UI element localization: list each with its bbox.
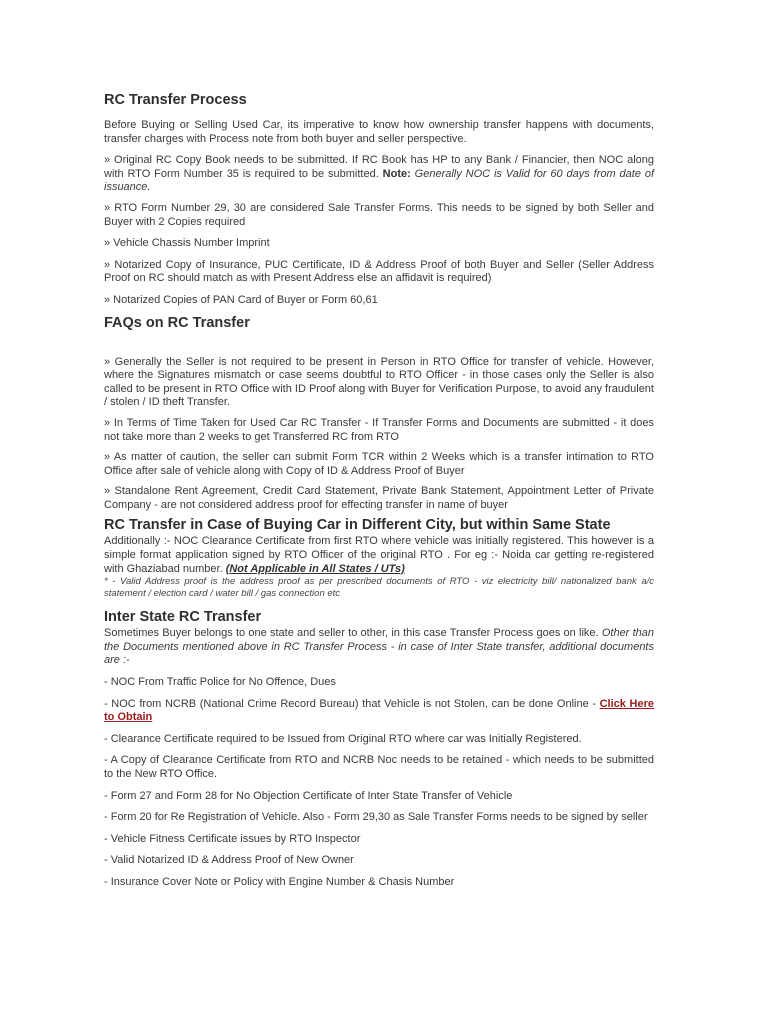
- inter-state-item-7: - Vehicle Fitness Certificate issues by RTO Inspector: [104, 832, 361, 845]
- inter-state-item-2: [104, 698, 654, 725]
- rc-process-item-2: » RTO Form Number 29, 30 are considered Sale Transfer Forms. This needs to be signed by both Seller and Buyer with 2 Copies required: [104, 201, 654, 228]
- note-label: Note:: [382, 167, 411, 180]
- rc-process-item-1-text: » Original RC Copy Book needs to be submitted. If RC Book has HP to any Bank / Financier, then NOC along with RTO Form Number 35 is required to be submitted.: [104, 154, 654, 180]
- inter-state-item-9: - Insurance Cover Note or Policy with Engine Number & Chasis Number: [104, 875, 455, 888]
- faq-item-4: » Standalone Rent Agreement, Credit Card Statement, Private Bank Statement, Appointment Letter of Private Company - are not considered address proof for effecting transfer in name of buyer: [104, 485, 654, 511]
- inter-state-item-3: - Clearance Certificate required to be Issued from Original RTO where car was Initially Registered.: [104, 732, 582, 745]
- rc-transfer-intro: Before Buying or Selling Used Car, its imperative to know how ownership transfer happens with documents, transfer charges with Process note from both buyer and seller perspective.: [104, 119, 654, 145]
- rc-process-item-4: » Notarized Copy of Insurance, PUC Certificate, ID & Address Proof of both Buyer and Seller (Seller Address Proof on RC should match as with Present Address else an affidavit is required): [104, 258, 654, 285]
- inter-state-intro-normal: Sometimes Buyer belongs to one state and seller to other, in this case Transfer Process goes on like.: [104, 627, 599, 640]
- inter-state-heading: Inter State RC Transfer: [104, 609, 262, 626]
- same-state-text: [104, 535, 654, 576]
- inter-state-item-2-text: - NOC from NCRB (National Crime Record Bureau) that Vehicle is not Stolen, can be done Online -: [104, 697, 596, 710]
- faq-item-2: » In Terms of Time Taken for Used Car RC Transfer - If Transfer Forms and Documents are submitted - it does not take more than 2 weeks to get Transferred RC from RTO: [104, 416, 654, 443]
- same-state-heading: RC Transfer in Case of Buying Car in Different City, but within Same State: [104, 517, 611, 534]
- address-proof-footnote: * - Valid Address proof is the address proof as per prescribed documents of RTO - viz electricity bill/ nationalized bank a/c statement / election card / water bill / gas connection etc: [104, 576, 654, 599]
- faq-item-1: » Generally the Seller is not required to be present in Person in RTO Office for transfer of vehicle. However, where the Signatures mismatch or case seems doubtful to RTO Officer - in those cases only the Seller is also called to be present in RTO Office with ID Proof along with Buyer for Verification Purpose, to avoid any fraudulent / stolen / ID theft Transfer.: [104, 355, 654, 409]
- rc-transfer-process-heading: RC Transfer Process: [104, 92, 247, 108]
- inter-state-item-6: - Form 20 for Re Registration of Vehicle. Also - Form 29,30 as Sale Transfer Forms needs to be signed by seller: [104, 811, 648, 824]
- rc-process-item-3: » Vehicle Chassis Number Imprint: [104, 237, 270, 250]
- inter-state-item-5: - Form 27 and Form 28 for No Objection Certificate of Inter State Transfer of Vehicle: [104, 789, 513, 802]
- inter-state-item-8: - Valid Notarized ID & Address Proof of New Owner: [104, 854, 354, 867]
- faqs-heading: FAQs on RC Transfer: [104, 314, 250, 331]
- click-here-to-obtain-link[interactable]: Click Here to Obtain: [104, 697, 654, 724]
- article-content: [104, 88, 654, 890]
- not-applicable-note: (Not Applicable in All States / UTs): [225, 562, 405, 575]
- faq-item-3: » As matter of caution, the seller can submit Form TCR within 2 Weeks which is a transfer intimation to RTO Office after sale of vehicle along with Copy of ID & Address Proof of Buyer: [104, 451, 654, 477]
- inter-state-item-1: - NOC From Traffic Police for No Offence, Dues: [104, 676, 336, 689]
- rc-process-item-5: » Notarized Copies of PAN Card of Buyer or Form 60,61: [104, 293, 378, 306]
- same-state-body: Additionally :- NOC Clearance Certificate from first RTO where vehicle was initially registered. This however is a simple format application signed by RTO Officer of the original RTO . For eg :- Noida car getting re-registered with Ghaziabad number.: [104, 535, 654, 575]
- rc-process-item-1: [104, 154, 654, 195]
- inter-state-intro: [104, 627, 654, 668]
- note-text: Generally NOC is Valid for 60 days from date of issuance.: [104, 167, 654, 194]
- inter-state-intro-italic: Other than the Documents mentioned above in RC Transfer Process - in case of Inter State transfer, additional documents are :-: [104, 627, 654, 667]
- inter-state-item-4: - A Copy of Clearance Certificate from RTO and NCRB Noc needs to be retained - which needs to be submitted to the New RTO Office.: [104, 754, 654, 780]
